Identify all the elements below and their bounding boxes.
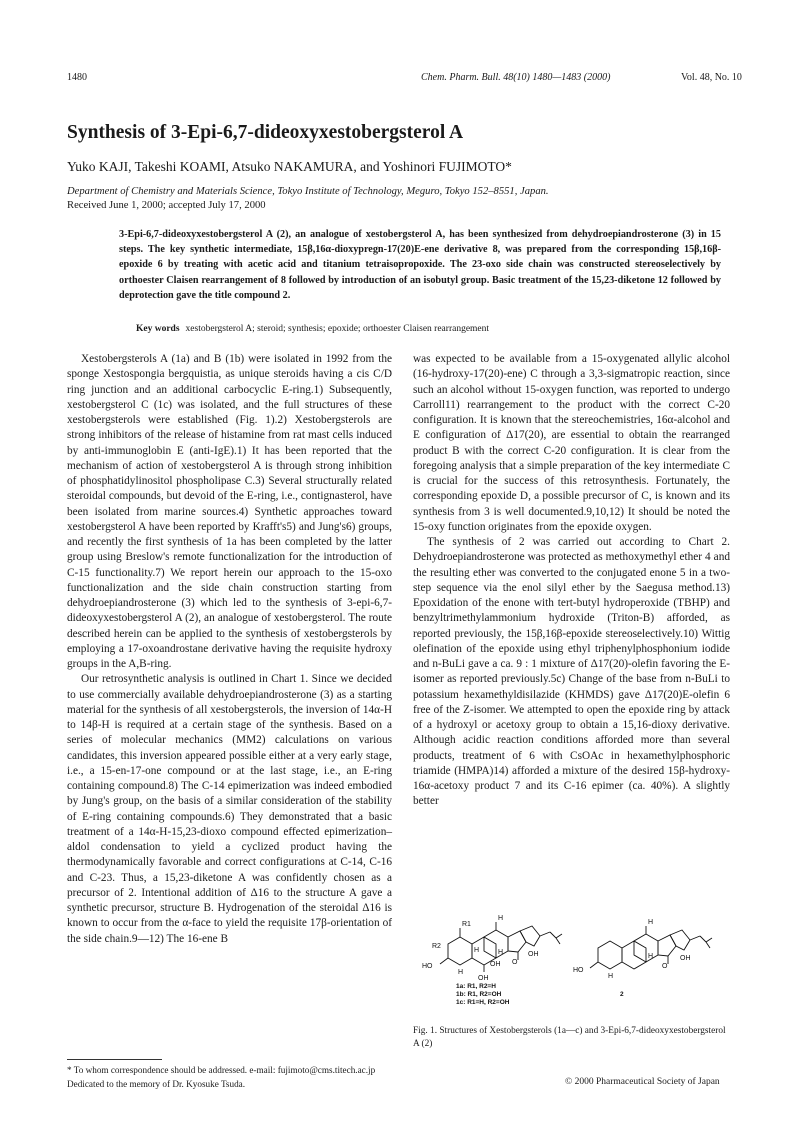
label-oh-4: OH <box>680 955 691 962</box>
figure-caption: Fig. 1. Structures of Xestobergsterols (1a—c) and 3-Epi-6,7-dideoxyxestobergsterol A (2) <box>413 1026 726 1049</box>
label-ho-right: HO <box>573 967 584 974</box>
keywords-text: xestobergsterol A; steroid; synthesis; epoxide; orthoester Claisen rearrangement <box>185 324 490 334</box>
label-oh-3: OH <box>478 975 489 982</box>
keywords-label: Key words <box>136 324 180 334</box>
compound-label-1c: 1c: R1=H, R2=OH <box>456 999 510 1006</box>
dedication-note: Dedicated to the memory of Dr. Kyosuke Tsuda. <box>67 1078 246 1089</box>
journal-citation: Chem. Pharm. Bull. 48(10) 1480—1483 (2000) <box>421 72 611 83</box>
label-o-2: O <box>662 963 668 970</box>
right-column <box>413 352 730 810</box>
keywords <box>136 324 489 334</box>
author-list: Yuko KAJI, Takeshi KOAMI, Atsuko NAKAMURA, and Yoshinori FUJIMOTO* <box>67 159 512 174</box>
article-title: Synthesis of 3-Epi-6,7-dideoxyxestobergsterol A <box>67 122 464 143</box>
label-r1: R1 <box>462 921 471 928</box>
footnote <box>67 1064 375 1091</box>
copyright: © 2000 Pharmaceutical Society of Japan <box>565 1077 720 1087</box>
paragraph: The synthesis of 2 was carried out according to Chart 2. Dehydroepiandrosterone was protected as methoxymethyl ether 4 and the resulting ether was converted to the conjugated enone 5 in a two-step sequence via the enol silyl ether by the Saegusa method.13) Epoxidation of the enone with tert-butyl hydroperoxide (TBHP) and benzyltrimethylammonium hydroxide (Triton-B) afforded, as reported previously, the 15β,16β-epoxide stereoselectively.10) Wittig olefination of the epoxide using ethyl triphenylphosphonium iodide and n-BuLi gave a ca. 9 : 1 mixture of Δ17(20)-olefin favoring the E-isomer as reported previously.5c) Change of the base from n-BuLi to potassium hexamethyldisilazide (KHMDS) gave Δ17(20)E-olefin 6 free of the Z-isomer. We attempted to open the epoxide ring by attack of a hydroxyl or acetoxy group to obtain a 15,16-dioxy derivative. Although acidic reaction conditions afforded more than several products, treatment of 6 with CsOAc in hexamethylphosphoric triamide (HMPA)14) afforded a mixture of the desired 15β-hydroxy-16α-acetoxy product 7 and its C-16 epimer (ca. 40%). A slightly better <box>413 536 730 808</box>
affiliation: Department of Chemistry and Materials Science, Tokyo Institute of Technology, Meguro, Tokyo 152–8551, Japan. <box>67 186 549 197</box>
label-h-2: H <box>474 947 480 954</box>
label-h-3: H <box>498 949 504 956</box>
paragraph: Our retrosynthetic analysis is outlined in Chart 1. Since we decided to use commercially available dehydroepiandrosterone (3) as a starting material for the synthesis of all xestobergsterols, the inversion of 14α-H to 14β-H is required at a certain stage of the synthesis. Based on a series of molecular mechanics (MM2) calculations on various candidates, this inversion appeared possible either at a very early stage, i.e., a 15-en-17-one compound or at the last stage, i.e., an E-ring containing compound.8) The C-14 epimerization was indeed embodied by Jung's group, on the basis of a similar consideration of the stability of E-ring containing compounds.6) They demonstrated that a basic treatment of a 14α-H-15,23-dioxo compound effected epimerization–aldol condensation to yield a cyclized product having the thermodynamically favorable and correct configurations at C-14, C-16 and C-23. Thus, a 15,23-diketone A was confidently chosen as a precursor of 2. Intentional addition of Δ16 to the structure A gave a synthetic precursor, structure B. Hydrogenation of the steroidal Δ16 is known to occur from the α-face to yield the requisite 17β-orientation of the side chain.9—12) The 16-ene B <box>67 673 392 945</box>
label-h-5: H <box>648 919 654 926</box>
label-h-7: H <box>608 973 614 980</box>
label-h-4: H <box>458 969 464 976</box>
label-h-1: H <box>498 915 504 922</box>
label-o: O <box>512 959 518 966</box>
structure-2-skeleton <box>590 926 712 969</box>
abstract: 3-Epi-6,7-dideoxyxestobergsterol A (2), an analogue of xestobergsterol A, has been synthesized from dehydroepiandrosterone (3) in 15 steps. The key synthetic intermediate, 15β,16α-dioxypregn-17(20)E-ene derivative 8, was prepared from the corresponding 15β,16β-epoxide 6 by treating with acetic acid and titanium tetraisopropoxide. The 23-oxo side chain was constructed stereoselectively by orthoester Claisen rearrangement of 8 followed by introduction of an isobutyl group. Basic treatment of the 15,23-diketone 12 followed by deprotection gave the title compound 2. <box>119 229 721 301</box>
label-oh-2: OH <box>490 961 501 968</box>
paragraph: was expected to be available from a 15-oxygenated allylic alcohol (16-hydroxy-17(20)-ene) C through a 3,3-sigmatropic reaction, since such an alcohol without 15-oxygen function, was reported to undergo Carroll11) rearrangement to the product with the correct C-20 configuration. It is known that the stereochemistries, 16α-alcohol and E configuration of Δ17(20), are essential to obtain the rearranged product B with the correct C-20 configuration. It is clear from the foregoing analysis that a simple preparation of the key intermediate C is crucial for the success of this retrosynthesis. Fortunately, the corresponding epoxide D, a possible precursor of C, is known and its synthesis from 3 is well documented.9,10,12) It should be noted the 15-oxy function originates from the epoxide oxygen. <box>413 353 730 533</box>
label-ho-left: HO <box>422 963 433 970</box>
label-r2: R2 <box>432 943 441 950</box>
compound-label-1b: 1b: R1, R2=OH <box>456 991 502 998</box>
correspondence-note: * To whom correspondence should be addressed. e-mail: fujimoto@cms.titech.ac.jp <box>67 1065 376 1075</box>
structure-1-skeleton <box>440 922 562 972</box>
received-dates: Received June 1, 2000; accepted July 17, 2000 <box>67 200 266 211</box>
left-column <box>67 352 392 947</box>
structure-figure <box>410 904 730 1012</box>
label-oh-1: OH <box>528 951 539 958</box>
page-number: 1480 <box>67 72 87 83</box>
compound-label-2: 2 <box>620 991 624 998</box>
footnote-divider <box>67 1059 162 1060</box>
compound-label-1a: 1a: R1, R2=H <box>456 983 496 990</box>
paragraph: Xestobergsterols A (1a) and B (1b) were isolated in 1992 from the sponge Xestospongia bergquistia, as unique steroids having a cis C/D ring junction and an additional carbocyclic E-ring.1) Subsequently, xestobergsterol C (1c) was isolated, and the full structures of these xestobergsterols were established (Fig. 1).2) Xestobergsterols are strong inhibitors of the release of histamine from rat mast cells induced by anti-immunoglobin E (anti-IgE).1) It has been reported that the mechanism of action of xestobergsterol A is through strong inhibition of phosphatidylinositol phospholipase C.3) Several structurally related steroidal compounds, but devoid of the E-ring, i.e., contignasterol, have been isolated from marine sources.4) Synthetic approaches toward xestobergsterol A have been reported by Krafft's5) and Jung's6) groups, and recently the first synthesis of 1a has been completed by the latter group using Breslow's remote functionalization for the introduction of C-15 functionality.7) We report herein our approach to the 15-oxo functionalization and the side chain construction starting from dehydroepiandrosterone (3) which led to the synthesis of 3-epi-6,7-dideoxyxestobergsterol A (2), an analogue of xestobergsterol. The route described herein can be applied to the synthesis of xestobergsterols by employing a 17-oxoandrostane derivative having the requisite hydroxy groups in the A,B-ring. <box>67 353 392 670</box>
label-h-6: H <box>648 953 654 960</box>
volume-issue: Vol. 48, No. 10 <box>681 72 742 83</box>
